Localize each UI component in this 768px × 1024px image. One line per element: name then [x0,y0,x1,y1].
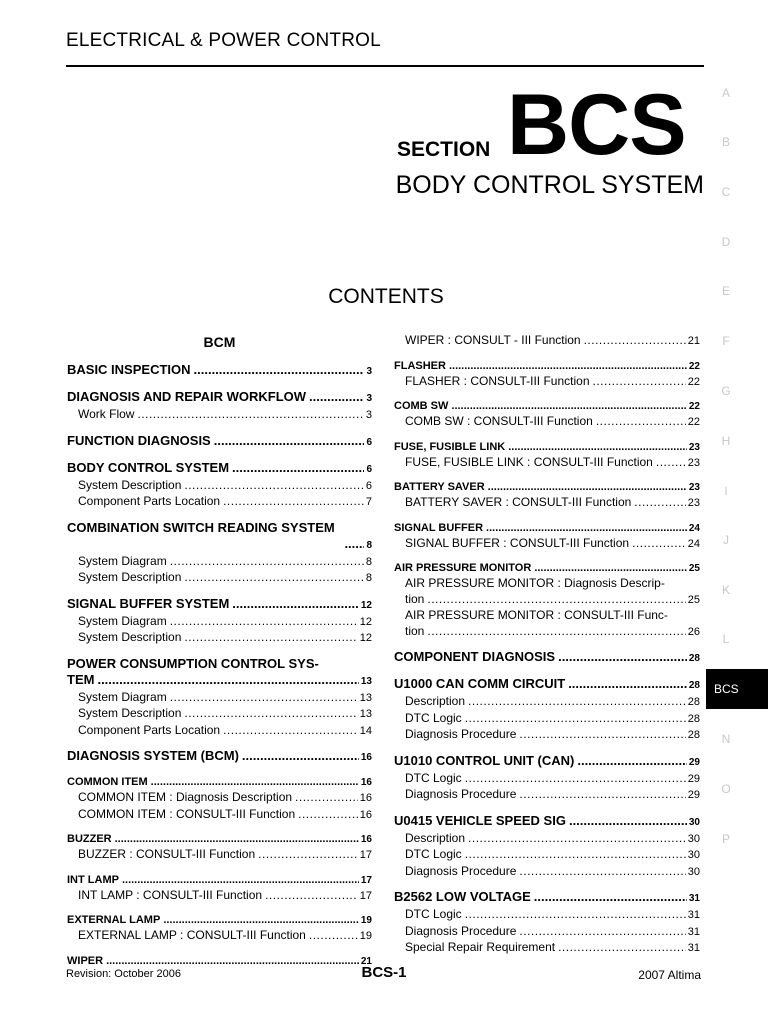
toc-entry-title: BATTERY SAVER : CONSULT-III Function [405,495,632,509]
toc-entry[interactable] [394,592,700,609]
section-word: SECTION [397,138,491,161]
toc-dot-leader [577,753,687,769]
toc-entry-page: 28 [688,680,700,691]
toc-entry-page: 25 [688,563,700,574]
toc-dot-leader [465,847,686,863]
toc-entry-title: FUSE, FUSIBLE LINK [394,440,506,453]
toc-entry-title: FUSE, FUSIBLE LINK : CONSULT-III Function [405,454,653,469]
toc-entry-title: System Description [78,706,182,720]
toc-dot-leader [115,832,359,846]
toc-entry[interactable] [394,727,700,744]
toc-entry-page: 23 [687,456,700,469]
toc-dot-leader [295,790,358,806]
toc-entry-page: 30 [687,832,700,845]
toc-entry-title: COMB SW [394,400,449,412]
toc-entry-title: Component Parts Location [78,494,221,508]
toc-dot-leader [449,359,687,373]
toc-entry[interactable] [394,561,700,576]
sidebar-letter[interactable]: K [721,583,730,597]
toc-entry[interactable] [394,753,700,771]
toc-entry-title: tion [405,591,425,606]
toc-entry-title: U1010 CONTROL UNIT (CAN) [394,752,575,768]
toc-entry-page: 23 [688,441,700,453]
toc-entry[interactable] [394,831,700,848]
toc-entry[interactable] [67,723,372,740]
toc-entry-page: 19 [359,930,372,942]
toc-dot-leader [137,407,363,423]
toc-dot-leader [265,888,358,904]
toc-entry[interactable] [394,624,700,641]
toc-entry-page: 28 [687,729,700,741]
footer-page-id: BCS-1 [361,964,407,981]
toc-entry-title: COMMON ITEM : CONSULT-III Function [78,806,296,821]
toc-entry-page: 14 [359,724,372,737]
toc-entry-page: 8 [366,539,372,551]
toc-entry[interactable] [394,495,700,512]
toc-entry-title: Special Repair Requirement [405,940,556,954]
toc-dot-leader [593,374,686,390]
toc-entry-title: Component Parts Location [78,722,221,737]
toc-dot-leader [634,495,685,511]
toc-entry-page: 29 [687,772,700,785]
toc-entry[interactable] [394,521,700,536]
toc-entry-page: 28 [687,712,700,725]
toc-entry-page: 3 [365,409,372,421]
toc-entry[interactable] [394,864,700,881]
toc-entry[interactable] [67,847,372,864]
toc-entry[interactable] [394,847,700,864]
toc-entry-page: 22 [688,360,700,372]
toc-entry-title: FUNCTION DIAGNOSIS [67,432,211,448]
toc-entry[interactable] [67,494,372,511]
toc-entry-page: 8 [365,555,372,568]
toc-entry-title-line[interactable]: AIR PRESSURE MONITOR : CONSULT-III Func- [405,608,668,622]
toc-dot-leader [170,554,364,570]
toc-entry[interactable] [67,407,372,424]
toc-entry-title: BASIC INSPECTION [67,362,191,377]
toc-dot-leader [486,521,687,535]
toc-dot-leader [122,873,359,887]
toc-dot-leader [656,455,686,471]
toc-dot-leader [558,649,687,665]
toc-entry[interactable] [394,940,700,957]
toc-dot-leader [519,727,685,743]
toc-entry-page: 31 [687,925,700,938]
toc-entry-title: U1000 CAN COMM CIRCUIT [394,676,566,691]
toc-right-column [394,333,700,957]
toc-entry-title: DIAGNOSIS SYSTEM (BCM) [67,748,239,763]
toc-entry-title: Description [405,830,466,845]
toc-left-entries [67,362,372,969]
toc-entry-page: 31 [687,942,700,954]
toc-dot-leader [468,831,686,847]
toc-entry-page: 8 [365,572,372,584]
sidebar-letter[interactable]: N [721,732,731,746]
toc-entry-title-line[interactable]: POWER CONSUMPTION CONTROL SYS- [67,655,319,671]
toc-dot-leader [184,630,357,646]
toc-entry-page: 30 [687,865,700,878]
toc-entry-title: System Description [78,630,182,644]
toc-dot-leader [468,694,686,710]
toc-left-column [67,334,372,969]
toc-entry-title: U0415 VEHICLE SPEED SIG [394,812,566,828]
toc-entry[interactable] [394,399,700,414]
toc-entry-title: DTC Logic [405,907,462,921]
toc-right-entries [394,333,700,957]
toc-entry[interactable] [394,536,700,553]
toc-entry[interactable] [394,813,700,831]
toc-entry[interactable] [67,630,372,647]
toc-dot-leader [519,864,685,880]
toc-entry[interactable] [67,460,372,478]
sidebar-letter[interactable]: F [722,334,730,348]
toc-dot-leader [465,907,686,923]
toc-dot-leader [184,478,364,494]
toc-dot-leader [223,723,358,739]
toc-dot-leader [596,414,686,430]
toc-entry-page: 17 [360,874,372,886]
sidebar-letter[interactable]: G [721,384,731,398]
toc-dot-leader [170,614,358,630]
sidebar-active-tab[interactable]: BCS [706,669,768,709]
toc-entry-page: 24 [687,537,700,550]
toc-dot-leader [309,928,358,944]
toc-entry-page: 12 [359,632,372,644]
contents-title: CONTENTS [328,285,444,308]
toc-entry-page: 16 [360,777,372,788]
toc-entry-page: 22 [688,401,700,412]
toc-dot-leader [298,807,358,823]
toc-entry-page: 29 [687,789,700,801]
toc-entry-title: COMMON ITEM [67,776,148,788]
toc-dot-leader [194,362,365,378]
toc-entry[interactable] [394,676,700,694]
toc-dot-leader [465,711,686,727]
toc-dot-leader [568,676,687,692]
toc-entry-page: 3 [366,366,372,377]
toc-dot-leader [451,399,686,413]
toc-entry-page: 19 [360,915,372,926]
toc-entry-page: 22 [687,416,700,428]
toc-entry[interactable] [67,362,372,380]
toc-entry-title: INT LAMP : CONSULT-III Function [78,887,263,902]
toc-dot-leader [534,561,687,575]
toc-entry[interactable] [67,807,372,824]
toc-dot-leader [184,570,364,586]
toc-entry-page: 13 [359,708,372,720]
toc-dot-leader [519,787,685,803]
toc-entry[interactable] [67,832,372,847]
sidebar-letter[interactable]: J [723,533,729,547]
sidebar-letter[interactable]: O [721,782,731,796]
toc-entry-title: FLASHER : CONSULT-III Function [405,373,590,388]
toc-entry[interactable] [394,711,700,728]
toc-dot-leader [584,333,686,349]
toc-dot-leader [488,480,687,494]
toc-entry[interactable] [67,913,372,928]
toc-entry[interactable] [67,888,372,905]
toc-entry[interactable] [394,889,700,907]
toc-dot-leader [519,924,685,940]
toc-entry-title: System Diagram [78,553,167,568]
toc-entry-title: BATTERY SAVER [394,481,485,493]
toc-entry[interactable] [67,596,372,614]
toc-entry[interactable] [394,414,700,431]
sidebar-letter[interactable]: A [721,86,730,100]
toc-entry[interactable] [67,873,372,888]
toc-entry-page: 31 [688,893,700,904]
toc-entry-title: WIPER : CONSULT - III Function [405,333,581,347]
toc-entry-page: 28 [688,653,700,664]
toc-entry[interactable] [394,694,700,711]
toc-dot-leader [163,913,359,927]
toc-entry[interactable] [67,748,372,766]
sidebar-letter[interactable]: E [721,284,730,298]
toc-entry-page: 21 [687,335,700,347]
toc-dot-leader [242,748,359,764]
toc-entry-page: 12 [359,615,372,628]
toc-entry-title: DIAGNOSIS AND REPAIR WORKFLOW [67,389,307,404]
toc-entry-page: 28 [687,696,700,708]
toc-entry[interactable] [394,787,700,804]
toc-entry-title: WIPER [67,954,104,967]
toc-entry-title: System Description [78,477,182,492]
section-code: BCS [507,77,686,173]
toc-entry[interactable] [67,672,372,690]
toc-entry[interactable] [67,706,372,723]
toc-entry-title: EXTERNAL LAMP : CONSULT-III Function [78,928,306,942]
toc-entry-title: System Diagram [78,613,167,628]
toc-entry-page: 13 [359,691,372,704]
toc-dot-leader [232,460,364,476]
toc-entry-page: 3 [366,393,372,404]
toc-entry[interactable] [67,790,372,807]
toc-entry-page: 29 [688,756,700,768]
header-title: ELECTRICAL & POWER CONTROL [66,30,381,51]
toc-entry[interactable] [67,554,372,571]
toc-entry-page: 26 [687,625,700,638]
toc-entry-title: SIGNAL BUFFER : CONSULT-III Function [405,535,630,550]
toc-entry-title: Work Flow [78,407,135,421]
toc-entry-page: 21 [360,955,372,967]
toc-entry[interactable] [394,480,700,495]
toc-dot-leader [170,690,358,706]
toc-entry-title: tion [405,623,425,638]
toc-entry[interactable] [394,771,700,788]
sidebar-letter[interactable]: P [721,832,730,846]
toc-entry-title: SIGNAL BUFFER SYSTEM [67,595,230,611]
toc-entry-title: INT LAMP [67,873,119,886]
toc-entry[interactable] [67,775,372,790]
toc-dot-leader [97,672,358,688]
toc-entry-title: System Diagram [78,689,167,704]
toc-entry[interactable] [67,570,372,587]
toc-entry-page: 30 [688,816,700,828]
toc-entry[interactable] [394,359,700,374]
sidebar-letter[interactable]: L [722,632,730,646]
toc-entry-title: BUZZER [67,833,112,845]
toc-entry-title: Diagnosis Procedure [405,787,517,801]
toc-dot-leader [258,847,358,863]
toc-entry-page: 30 [687,849,700,861]
section-name: BODY CONTROL SYSTEM [395,171,704,199]
toc-entry-page: 6 [365,479,372,492]
toc-entry-title: Diagnosis Procedure [405,727,517,741]
toc-entry-title: BUZZER : CONSULT-III Function [78,847,256,861]
toc-entry-page: 16 [360,834,372,845]
toc-entry[interactable] [394,649,700,667]
toc-entry-title: DTC Logic [405,770,462,785]
toc-dot-leader [309,389,364,405]
toc-entry[interactable] [67,928,372,945]
toc-entry-page: 17 [359,889,372,902]
toc-entry-title: Diagnosis Procedure [405,923,517,938]
toc-dot-leader [223,494,364,510]
toc-entry-title: COMMON ITEM : Diagnosis Description [78,790,293,804]
toc-dot-leader [151,775,359,789]
sidebar-letter[interactable]: C [721,185,731,199]
header-rule [66,65,704,67]
toc-entry-title: COMPONENT DIAGNOSIS [394,649,556,664]
toc-dot-leader [558,940,686,956]
toc-entry-title: TEM [67,671,95,687]
toc-entry-page: 7 [365,496,372,508]
toc-entry[interactable] [67,478,372,495]
toc-dot-leader [465,771,686,787]
toc-entry-title: COMB SW : CONSULT-III Function [405,414,593,428]
toc-entry-page: 23 [688,482,700,493]
toc-entry-page: 25 [687,593,700,606]
toc-entry-title: EXTERNAL LAMP [67,914,161,926]
toc-entry-title: BODY CONTROL SYSTEM [67,459,230,475]
toc-dot-leader [508,440,687,454]
toc-entry-title: B2562 LOW VOLTAGE [394,889,531,904]
toc-dot-leader [427,624,685,640]
toc-entry-page: 6 [366,463,372,475]
toc-entry-title-line[interactable]: COMBINATION SWITCH READING SYSTEM [67,519,335,535]
toc-entry[interactable] [394,374,700,391]
toc-entry-page: 16 [359,808,372,821]
toc-entry-title: System Description [78,570,182,584]
sidebar-letter[interactable]: D [721,235,731,249]
toc-entry-title: SIGNAL BUFFER [394,521,484,534]
toc-entry[interactable] [394,333,700,350]
toc-entry[interactable] [67,389,372,407]
toc-entry-page: 13 [360,675,372,687]
footer-revision: Revision: October 2006 [66,968,181,980]
toc-entry-page: 17 [359,849,372,861]
toc-entry-page: 31 [687,909,700,921]
toc-entry-title: DTC Logic [405,847,462,861]
toc-entry-page: 12 [360,599,372,611]
toc-dot-leader [632,536,686,552]
toc-dot-leader [232,596,359,612]
toc-entry-page: 24 [688,522,700,534]
toc-entry-title: DTC Logic [405,710,462,725]
toc-entry[interactable] [394,440,700,455]
toc-entry[interactable] [67,433,372,451]
sidebar-letter[interactable]: H [721,434,731,448]
toc-entry-page: 23 [687,497,700,509]
toc-dot-leader [214,433,365,449]
toc-dot-leader [184,706,357,722]
toc-dot-leader [534,889,687,905]
toc-entry[interactable] [67,536,372,554]
toc-dot-leader [344,536,364,552]
toc-entry-title: FLASHER [394,359,446,372]
toc-entry-page: 22 [687,375,700,388]
toc-entry[interactable] [394,907,700,924]
toc-entry-title: Diagnosis Procedure [405,863,517,878]
toc-entry-page: 6 [366,436,372,448]
footer-model: 2007 Altima [638,968,701,982]
toc-entry-page: 16 [360,752,372,763]
toc-group-header: BCM [203,334,236,350]
sidebar-letter[interactable]: B [721,135,730,149]
toc-entry-title: AIR PRESSURE MONITOR [394,562,532,574]
toc-dot-leader [427,592,685,608]
toc-entry[interactable] [394,455,700,472]
toc-entry-title-line[interactable]: AIR PRESSURE MONITOR : Diagnosis Descrip- [405,576,665,590]
toc-entry[interactable] [394,924,700,941]
toc-entry[interactable] [67,690,372,707]
toc-dot-leader [569,813,687,829]
toc-entry[interactable] [67,614,372,631]
toc-entry-page: 16 [359,792,372,804]
toc-entry-title: Description [405,694,466,708]
sidebar-letter[interactable]: I [724,484,728,498]
